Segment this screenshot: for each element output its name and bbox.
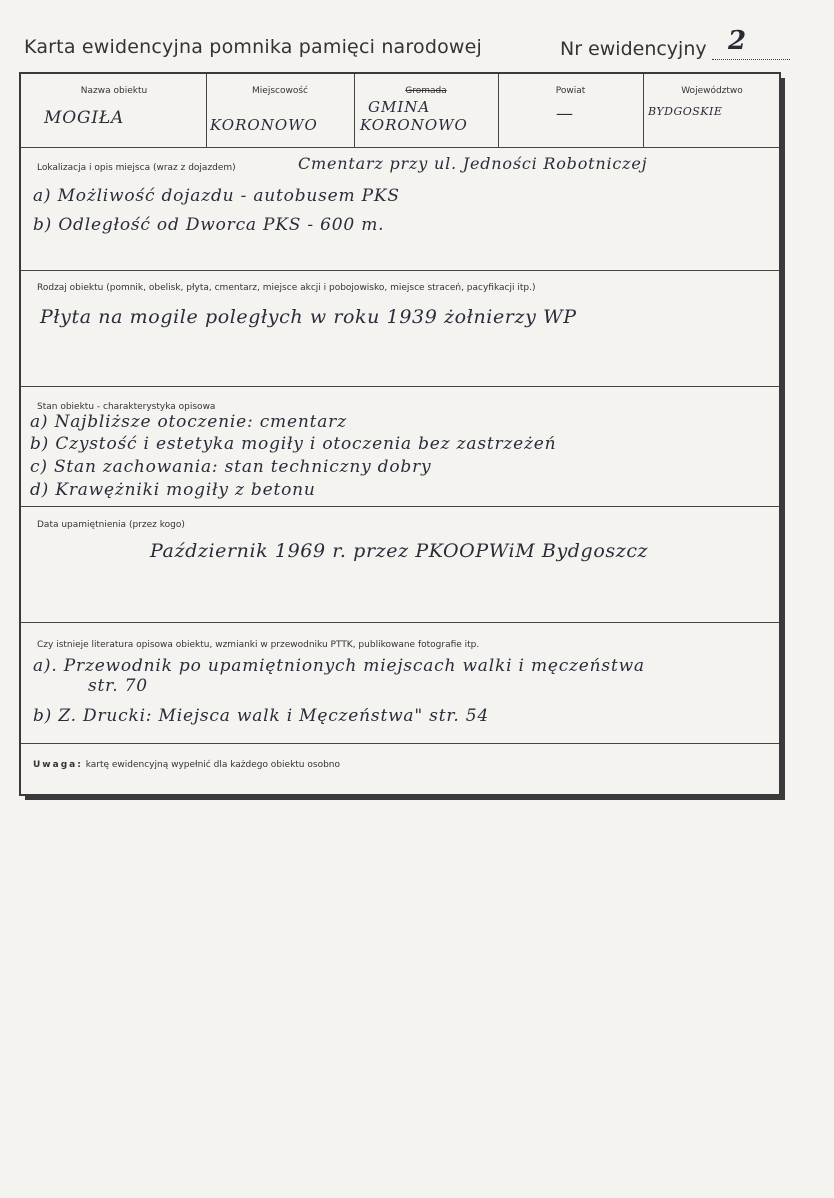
card-title: Karta ewidencyjna pomnika pamięci narodowej: [24, 36, 483, 58]
frame-shadow-right: [781, 78, 785, 800]
nr-underline: [712, 59, 790, 60]
gromada-value-1: GMINA: [368, 98, 431, 116]
upamietnienie-label: Data upamiętnienia (przez kogo): [37, 520, 185, 530]
upamietnienie-line-1: Październik 1969 r. przez PKOOPWiM Bydgoszcz: [150, 540, 649, 562]
literatura-line-1b: str. 70: [88, 676, 148, 696]
literatura-line-2: b) Z. Drucki: Miejsca walk i Męczeństwa" str. 54: [33, 706, 490, 726]
section-divider: [21, 386, 779, 387]
section-divider: [21, 270, 779, 271]
stan-line-2: b) Czystość i estetyka mogiły i otoczenia bez zastrzeżeń: [30, 434, 557, 454]
lokalizacja-line-1: a) Możliwość dojazdu - autobusem PKS: [33, 186, 400, 206]
frame-shadow-bottom: [25, 796, 785, 800]
stan-label: Stan obiektu - charakterystyka opisowa: [37, 402, 216, 412]
col-divider: [354, 74, 355, 148]
col-divider: [643, 74, 644, 148]
gromada-label: Gromada: [405, 86, 447, 96]
stan-line-4: d) Krawężniki mogiły z betonu: [30, 480, 316, 500]
lokalizacja-label: Lokalizacja i opis miejsca (wraz z dojazdem): [37, 163, 236, 173]
wojewodztwo-label: Województwo: [681, 86, 743, 96]
col-divider: [498, 74, 499, 148]
miejscowosc-label: Miejscowość: [252, 86, 308, 96]
col-divider: [206, 74, 207, 148]
uwaga-label: Uwaga:: [33, 760, 83, 770]
powiat-value: —: [556, 104, 574, 124]
nr-label: Nr ewidencyjny: [560, 38, 707, 60]
wojewodztwo-value: BYDGOSKIE: [648, 105, 723, 118]
section-divider: [21, 622, 779, 623]
nazwa-value: MOGIŁA: [44, 108, 125, 128]
miejscowosc-value: KORONOWO: [210, 116, 318, 134]
stan-line-3: c) Stan zachowania: stan techniczny dobry: [30, 457, 432, 477]
nr-value: 2: [728, 26, 747, 56]
uwaga-note: [33, 760, 340, 770]
literatura-label: Czy istnieje literatura opisowa obiektu, wzmianki w przewodniku PTTK, publikowane fotografie itp.: [37, 640, 480, 650]
section-divider: [21, 506, 779, 507]
powiat-label: Powiat: [555, 86, 586, 96]
lokalizacja-line-0: Cmentarz przy ul. Jedności Robotniczej: [298, 154, 648, 173]
section-divider: [21, 743, 779, 744]
rodzaj-label: Rodzaj obiektu (pomnik, obelisk, płyta, cmentarz, miejsce akcji i pobojowisko, miejsce straceń, pacyfikacji itp.): [37, 283, 536, 293]
lokalizacja-line-2: b) Odległość od Dworca PKS - 600 m.: [33, 215, 385, 235]
nazwa-label: Nazwa obiektu: [80, 86, 148, 96]
uwaga-text: kartę ewidencyjną wypełnić dla każdego obiektu osobno: [85, 760, 340, 770]
rodzaj-line-1: Płyta na mogile poległych w roku 1939 żołnierzy WP: [40, 306, 577, 328]
stan-line-1: a) Najbliższe otoczenie: cmentarz: [30, 412, 347, 432]
section-divider: [21, 147, 779, 148]
gromada-value-2: KORONOWO: [360, 116, 468, 134]
literatura-line-1: a). Przewodnik po upamiętnionych miejscach walki i męczeństwa: [33, 656, 645, 676]
